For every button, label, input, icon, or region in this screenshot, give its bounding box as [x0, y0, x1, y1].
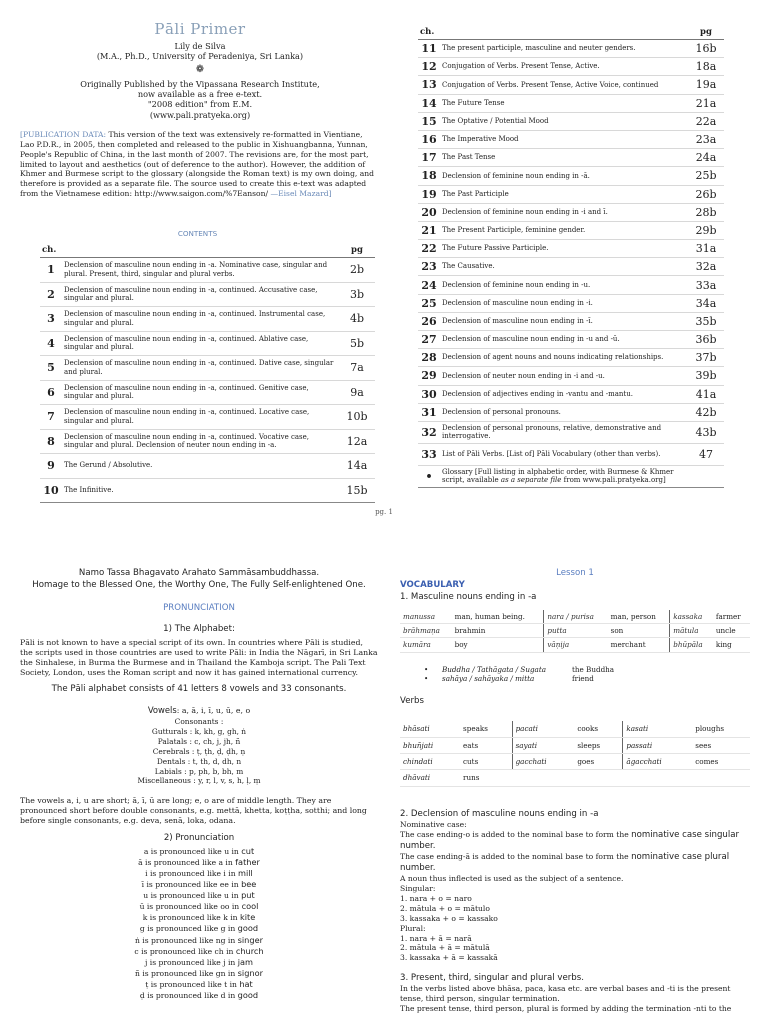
- toc-row[interactable]: [418, 258, 724, 276]
- toc-row[interactable]: [418, 112, 724, 130]
- toc-chapter-title[interactable]: Conjugation of Verbs. Present Tense, Active.: [440, 58, 688, 76]
- toc-chapter-title[interactable]: The Past Participle: [440, 185, 688, 203]
- pronunciation-row: ñ is pronounced like gn in signor: [135, 967, 263, 978]
- toc-page-ref: 32a: [688, 258, 724, 276]
- plural-rule: The case ending-ā is added to the nominal base to form the nominative case plural number.: [400, 852, 730, 874]
- toc-page-ref: 34a: [688, 294, 724, 312]
- toc-row[interactable]: [40, 258, 375, 283]
- pronunciation-heading: PRONUNCIATION: [163, 603, 235, 614]
- toc-chapter-number: 33: [418, 443, 440, 465]
- present-verbs-text: In the verbs listed above bhāsa, paca, kasa etc. are verbal bases and -ti is the present tense, third person, singular termination. The present tense, third person, plural is formed by adding the termination -nti to the: [400, 984, 732, 1013]
- toc-ch-header: ch.: [40, 243, 62, 258]
- table-row: chindati cuts gacchati goes āgacchati comes: [400, 753, 750, 769]
- toc-chapter-number: 26: [418, 312, 440, 330]
- toc-chapter-title[interactable]: Declension of masculine noun ending in -a, continued. Dative case, singular and plural.: [62, 356, 339, 381]
- toc-row[interactable]: [40, 454, 375, 479]
- toc-chapter-number: 1: [40, 258, 62, 283]
- toc-page-ref: 15b: [339, 478, 375, 503]
- toc-page-ref: 23a: [688, 130, 724, 148]
- pronunciation-row: j is pronounced like j in jam: [145, 956, 253, 967]
- website-line: (www.pali.pratyeka.org): [149, 109, 251, 120]
- consonant-group: Palatals : c, ch, j, jh, ñ: [157, 737, 241, 747]
- toc-chapter-title[interactable]: The Optative / Potential Mood: [440, 112, 688, 130]
- toc-chapter-title[interactable]: Declension of masculine noun ending in -u and -ū.: [440, 331, 688, 349]
- nominative-label: Nominative case:: [400, 819, 467, 829]
- toc-page-ref: 33a: [688, 276, 724, 294]
- pronunciation-row: c is pronounced like ch in church: [134, 945, 264, 956]
- toc-row[interactable]: [418, 40, 724, 58]
- bullet-icon: •: [424, 674, 429, 684]
- toc-chapter-number: 29: [418, 367, 440, 385]
- toc-chapter-title[interactable]: Declension of neuter noun ending in -i and -u.: [440, 367, 688, 385]
- table-row: bhāsati speaks pacati cooks kasati ploughs: [400, 721, 750, 737]
- consonant-group: Miscellaneous : y, r, l, v, s, h, ḷ, ṃ: [137, 776, 261, 786]
- bullet-icon: •: [424, 664, 429, 674]
- alphabet-heading: 1) The Alphabet:: [163, 624, 235, 635]
- toc-page-ref: 42b: [688, 403, 724, 421]
- toc-chapter-title[interactable]: Declension of masculine noun ending in -a, continued. Instrumental case, singular and plural.: [62, 307, 339, 332]
- toc-row[interactable]: [418, 385, 724, 403]
- singular-example: 2. mātula + o = mātulo: [400, 903, 490, 913]
- toc-chapter-number: 17: [418, 149, 440, 167]
- flower-ornament-icon: ❁: [195, 64, 205, 76]
- pronunciation-row: ī is pronounced like ee in bee: [141, 879, 257, 890]
- pronunciation-row: ū is pronounced like oo in cool: [139, 901, 259, 912]
- toc-row[interactable]: [418, 403, 724, 421]
- toc-row[interactable]: [40, 307, 375, 332]
- publication-data-tag: [PUBLICATION DATA:: [20, 130, 107, 139]
- pronunciation-row: u is pronounced like u in put: [143, 890, 255, 901]
- toc-row[interactable]: [418, 443, 724, 465]
- toc-chapter-title[interactable]: Declension of masculine noun ending in -a, continued. Vocative case, singular and plural. Declension of neuter noun ending in -a.: [62, 429, 339, 454]
- toc-chapter-title[interactable]: Declension of masculine noun ending in -a, continued. Accusative case, singular and plural.: [62, 282, 339, 307]
- toc-chapter-number: 4: [40, 331, 62, 356]
- vowels-line: [20, 705, 378, 716]
- toc-chapter-number: 20: [418, 203, 440, 221]
- consonant-group: Gutturals : k, kh, g, gh, ṅ: [151, 727, 247, 737]
- toc-chapter-title[interactable]: Declension of feminine noun ending in -i and ī.: [440, 203, 688, 221]
- toc-chapter-number: 12: [418, 58, 440, 76]
- toc-page-ref: 29b: [688, 221, 724, 239]
- toc-row[interactable]: [418, 76, 724, 94]
- nouns-table: [400, 610, 750, 653]
- toc-row[interactable]: [40, 380, 375, 405]
- toc-page-ref: 12a: [339, 429, 375, 454]
- consonants-list: [20, 717, 378, 786]
- consonant-group: Labials : p, ph, b, bh, m: [154, 766, 244, 776]
- toc-row[interactable]: [418, 149, 724, 167]
- toc-row[interactable]: [40, 478, 375, 503]
- toc-chapter-title[interactable]: Declension of agent nouns and nouns indicating relationships.: [440, 349, 688, 367]
- toc-chapter-number: 2: [40, 282, 62, 307]
- toc-chapter-number: 8: [40, 429, 62, 454]
- edition-line: "2008 edition" from E.M.: [147, 99, 253, 110]
- present-verbs-heading: 3. Present, third, singular and plural verbs.: [400, 973, 584, 984]
- toc-page-ref: 4b: [339, 307, 375, 332]
- alphabet-count-line: The Pāli alphabet consists of 41 letters 8 vowels and 33 consonants.: [51, 684, 347, 695]
- vowels-list: : a, ā, i, ī, u, ū, e, o: [176, 706, 251, 716]
- verbs-heading: Verbs: [400, 696, 424, 707]
- toc-row[interactable]: [418, 185, 724, 203]
- plural-example: 1. nara + ā = narā: [400, 933, 472, 943]
- toc-pg-header: pg: [339, 243, 375, 258]
- toc-chapter-title[interactable]: The Future Passive Participle.: [440, 240, 688, 258]
- publication-data: [20, 130, 375, 199]
- toc-row[interactable]: [418, 130, 724, 148]
- toc-chapter-number: 15: [418, 112, 440, 130]
- toc-chapter-title[interactable]: Declension of masculine noun ending in -a, continued. Ablative case, singular and plural.: [62, 331, 339, 356]
- bullet-icon: •: [418, 465, 440, 487]
- pronunciation-row: i is pronounced like i in mill: [145, 867, 253, 878]
- toc-chapter-title[interactable]: The Imperative Mood: [440, 130, 688, 148]
- list-item: • sahāya / sahāyaka / mitta friend: [424, 674, 594, 684]
- pronunciation-list: [20, 846, 378, 1001]
- toc-chapter-number: 11: [418, 40, 440, 58]
- toc-page-ref: 25b: [688, 167, 724, 185]
- consonant-group: Cerebrals : ṭ, ṭh, ḍ, ḍh, ṇ: [152, 746, 246, 756]
- consonant-group: Dentals : t, th, d, dh, n: [156, 756, 242, 766]
- toc-chapter-number: 23: [418, 258, 440, 276]
- plural-example: 2. mātula + ā = mātulā: [400, 943, 490, 953]
- glossary-separate-file-link[interactable]: as a separate file: [500, 476, 562, 485]
- toc-page-ref: 14a: [339, 454, 375, 479]
- epithets-list: [424, 665, 750, 684]
- toc-row[interactable]: [40, 356, 375, 381]
- toc-chapter-number: 9: [40, 454, 62, 479]
- toc-chapter-title[interactable]: Declension of masculine noun ending in -a. Nominative case, singular and plural. Present, third, singular and plural verbs.: [62, 258, 339, 283]
- pronunciation-column: [20, 568, 378, 1001]
- toc-chapter-title[interactable]: Declension of personal pronouns.: [440, 403, 688, 421]
- pronunciation-row: ā is pronounced like a in father: [138, 856, 260, 867]
- publication-data-text: This version of the text was extensively re-formatted in Vientiane, Lao P.D.R., in 2005, then completed and released to the public in Xishuangbanna, Yunnan, People's Republic of China, in the last month of 2007. The revisions are, for the most part, limited to layout and aesthetics (out of deference to the author). However, the addition of Khmer and Burmese script to the glossary (alongside the Roman text) is my own doing, and therefore is provided as a separate file. The source used to create this e-text was adapted from the Vietnamese edition: http://www.saigon.com/%7Eanson/: [20, 130, 375, 199]
- toc-page-ref: 37b: [688, 349, 724, 367]
- toc-page-ref: [688, 465, 724, 487]
- pronunciation-row: k is pronounced like k in kite: [142, 912, 256, 923]
- toc-row[interactable]: [40, 331, 375, 356]
- toc-page-ref: 36b: [688, 331, 724, 349]
- alphabet-paragraph: Pāli is not known to have a special script of its own. In countries where Pāli is studied, the scripts used in those countries are used to write Pāli: in India the Nāgarī, in Sri Lanka the Sinhalese, in Burma the Burmese and in Thailand the Kamboja script. The Pali Text Society, London, uses the Roman script and now it has gained international currency.: [20, 637, 378, 677]
- plural-example: 3. kassaka + ā = kassakā: [400, 953, 498, 963]
- toc-chapter-number: 21: [418, 221, 440, 239]
- toc-page-ref: 2b: [339, 258, 375, 283]
- toc-row[interactable]: [40, 405, 375, 430]
- toc-desc-header: [440, 25, 688, 40]
- glossary-text-a: Glossary [Full listing in alphabetic order, with Burmese & Khmer script, available: [442, 467, 674, 485]
- lesson-page: [0, 560, 768, 1024]
- pronunciation-subheading: 2) Pronunciation: [163, 832, 235, 843]
- toc-chapter-title[interactable]: The Present Participle, feminine gender.: [440, 221, 688, 239]
- toc-page-ref: 9a: [339, 380, 375, 405]
- toc-row[interactable]: [418, 465, 724, 487]
- toc-chapter-title[interactable]: Declension of adjectives ending in -vantu and -mantu.: [440, 385, 688, 403]
- glossary-text-b: from www.pali.pratyeka.org]: [561, 476, 666, 485]
- toc-row[interactable]: [418, 167, 724, 185]
- toc-ch-header: ch.: [418, 25, 440, 40]
- toc-chapter-number: 6: [40, 380, 62, 405]
- pronunciation-row: ṅ is pronounced like ng in singer: [135, 934, 263, 945]
- toc-pg-header: pg: [688, 25, 724, 40]
- toc-chapter-number: 24: [418, 276, 440, 294]
- toc-chapter-title[interactable]: Declension of masculine noun ending in -a, continued. Genitive case, singular and plural.: [62, 380, 339, 405]
- toc-chapter-number: 10: [40, 478, 62, 503]
- toc-row[interactable]: [418, 349, 724, 367]
- toc-row[interactable]: [418, 240, 724, 258]
- lesson-title: Lesson 1: [556, 568, 594, 578]
- table-row: manussa man, human being. nara / purisa man, person kassaka farmer: [400, 610, 750, 624]
- consonants-label: Consonants :: [174, 717, 224, 727]
- singular-label: Singular:: [400, 884, 436, 894]
- toc-chapter-title[interactable]: Declension of feminine noun ending in -ā.: [440, 167, 688, 185]
- toc-page-ref: 19a: [688, 76, 724, 94]
- toc-chapter-title[interactable]: The Future Tense: [440, 94, 688, 112]
- toc-chapter-number: 5: [40, 356, 62, 381]
- toc-chapter-title[interactable]: The Past Tense: [440, 149, 688, 167]
- publication-data-signature: —Eisel Mazard]: [270, 189, 332, 199]
- toc-chapter-number: 13: [418, 76, 440, 94]
- toc-page-ref: 35b: [688, 312, 724, 330]
- toc-chapter-number: 16: [418, 130, 440, 148]
- toc-table-left: [40, 243, 375, 503]
- vowel-length-note: The vowels a, i, u are short; ā, ī, ū are long; e, o are of middle length. They are pronounced short before double consonants, e.g. mettā, khetta, koṭṭha, sotthi; and long before single consonants, e.g. deva, senā, loka, odana.: [20, 796, 367, 826]
- toc-chapter-title[interactable]: Conjugation of Verbs. Present Tense, Active Voice, continued: [440, 76, 688, 94]
- toc-page-ref: 47: [688, 443, 724, 465]
- singular-rule: The case ending-o is added to the nominal base to form the nominative case singular number.: [400, 829, 740, 851]
- toc-row[interactable]: [418, 367, 724, 385]
- publisher-line-1: Originally Published by the Vipassana Research Institute,: [80, 78, 320, 89]
- verbs-table: [400, 721, 750, 786]
- toc-chapter-title[interactable]: The Infinitive.: [62, 478, 339, 503]
- table-row: bhuñjati eats sayati sleeps passati sees: [400, 737, 750, 753]
- homage-verse: [20, 568, 378, 591]
- toc-row[interactable]: [418, 221, 724, 239]
- book-title: Pāli Primer: [154, 20, 246, 38]
- toc-page-ref: 16b: [688, 40, 724, 58]
- vowels-label: Vowels: [147, 705, 177, 716]
- subject-note: A noun thus inflected is used as the subject of a sentence.: [400, 874, 624, 884]
- singular-example: 3. kassaka + o = kassako: [400, 913, 498, 923]
- toc-chapter-title[interactable]: Declension of feminine noun ending in -u.: [440, 276, 688, 294]
- toc-chapter-number: 28: [418, 349, 440, 367]
- toc-page-ref: 21a: [688, 94, 724, 112]
- table-row: dhāvati runs: [400, 770, 750, 786]
- toc-chapter-number: 14: [418, 94, 440, 112]
- toc-page-ref: 39b: [688, 367, 724, 385]
- masculine-nouns-heading: 1. Masculine nouns ending in -a: [400, 592, 537, 603]
- toc-row[interactable]: [418, 203, 724, 221]
- toc-chapter-number: 22: [418, 240, 440, 258]
- toc-chapter-title[interactable]: The Gerund / Absolutive.: [62, 454, 339, 479]
- author-name: Lily de Silva: [174, 40, 226, 51]
- toc-row[interactable]: [40, 429, 375, 454]
- toc-chapter-title[interactable]: Declension of masculine noun ending in -i.: [440, 294, 688, 312]
- singular-example: 1. nara + o = naro: [400, 894, 472, 904]
- page-number: pg. 1: [375, 508, 393, 516]
- toc-row[interactable]: [418, 276, 724, 294]
- pronunciation-row: g is pronounced like g in good: [139, 923, 259, 934]
- publisher-line-2: now available as a free e-text.: [137, 89, 263, 99]
- toc-row[interactable]: [418, 294, 724, 312]
- toc-chapter-title[interactable]: Declension of masculine noun ending in -a, continued. Locative case, singular and plural.: [62, 405, 339, 430]
- list-item: • Buddha / Tathāgata / Sugata the Buddha: [424, 664, 615, 674]
- toc-chapter-number: 25: [418, 294, 440, 312]
- toc-chapter-title[interactable]: Declension of masculine noun ending in -ī.: [440, 312, 688, 330]
- toc-page-ref: 24a: [688, 149, 724, 167]
- toc-chapter-number: 32: [418, 421, 440, 443]
- toc-chapter-number: 3: [40, 307, 62, 332]
- toc-chapter-number: 7: [40, 405, 62, 430]
- toc-chapter-number: 18: [418, 167, 440, 185]
- toc-table-right: [418, 25, 724, 488]
- author-credentials: (M.A., Ph.D., University of Peradeniya, Sri Lanka): [96, 51, 304, 61]
- toc-page-ref: 10b: [339, 405, 375, 430]
- toc-row[interactable]: [418, 421, 724, 443]
- toc-right: [418, 25, 724, 488]
- toc-row[interactable]: [418, 94, 724, 112]
- pronunciation-row: a is pronounced like u in cut: [143, 845, 255, 856]
- vocabulary-heading: VOCABULARY: [400, 580, 465, 591]
- table-row: brāhmaṇa brahmin putta son mātula uncle: [400, 623, 750, 637]
- contents-heading: CONTENTS: [177, 229, 218, 238]
- toc-row[interactable]: [40, 282, 375, 307]
- toc-page-ref: 28b: [688, 203, 724, 221]
- toc-left: [40, 243, 375, 503]
- toc-chapter-title[interactable]: The Causative.: [440, 258, 688, 276]
- toc-page-ref: 18a: [688, 58, 724, 76]
- homage-line-2: Homage to the Blessed One, the Worthy One, The Fully Self-enlightened One.: [32, 579, 366, 590]
- pronunciation-row: ṭ is pronounced like t in hat: [145, 978, 253, 989]
- toc-chapter-number: 31: [418, 403, 440, 421]
- lesson-column: [400, 568, 750, 1014]
- toc-page-ref: 43b: [688, 421, 724, 443]
- toc-page-ref: 3b: [339, 282, 375, 307]
- toc-chapter-number: 19: [418, 185, 440, 203]
- title-block: [20, 20, 380, 120]
- pronunciation-row: ḍ is pronounced like d in good: [139, 990, 259, 1000]
- toc-page-ref: 22a: [688, 112, 724, 130]
- toc-chapter-title[interactable]: Declension of personal pronouns, relative, demonstrative and interrogative.: [440, 421, 688, 443]
- toc-glossary-entry[interactable]: [440, 465, 688, 487]
- toc-row[interactable]: [418, 312, 724, 330]
- declension-body: [400, 820, 750, 963]
- toc-page-ref: 7a: [339, 356, 375, 381]
- toc-row[interactable]: [418, 331, 724, 349]
- plural-label: Plural:: [400, 923, 426, 933]
- toc-chapter-title[interactable]: List of Pāli Verbs. [List of] Pāli Vocabulary (other than verbs).: [440, 443, 688, 465]
- toc-page-ref: 41a: [688, 385, 724, 403]
- toc-chapter-number: 27: [418, 331, 440, 349]
- declension-heading: 2. Declension of masculine nouns ending in -a: [400, 808, 599, 819]
- toc-row[interactable]: [418, 58, 724, 76]
- toc-page-ref: 26b: [688, 185, 724, 203]
- table-row: kumāra boy vāṇija merchant bhūpāla king: [400, 638, 750, 652]
- homage-line-1: Namo Tassa Bhagavato Arahato Sammāsambuddhassa.: [78, 568, 320, 578]
- toc-page-ref: 5b: [339, 331, 375, 356]
- toc-page-ref: 31a: [688, 240, 724, 258]
- toc-chapter-number: 30: [418, 385, 440, 403]
- toc-desc-header: [62, 243, 339, 258]
- toc-chapter-title[interactable]: The present participle, masculine and neuter genders.: [440, 40, 688, 58]
